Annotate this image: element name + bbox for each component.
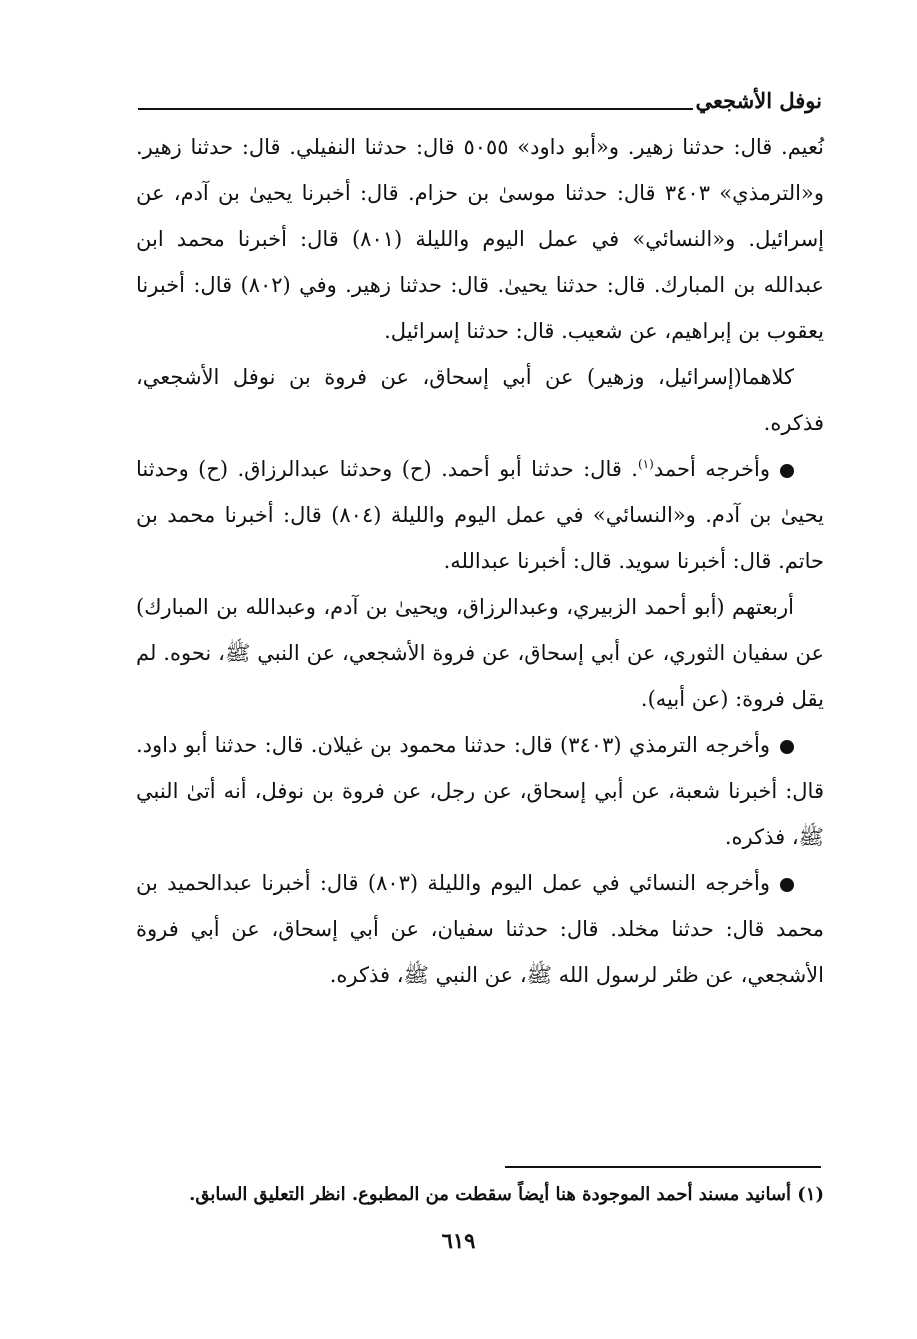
bullet-icon [780, 878, 794, 892]
paragraph-3-text-start: وأخرجه أحمد [653, 457, 770, 481]
paragraph-5 [136, 722, 824, 860]
header-title: نوفل الأشجعي [695, 88, 822, 113]
main-text [136, 124, 824, 998]
paragraph-2: كلاهما(إسرائيل، وزهير) عن أبي إسحاق، عن فروة بن نوفل الأشجعي، فذكره. [136, 365, 824, 435]
paragraph-5-text: وأخرجه الترمذي (٣٤٠٣) قال: حدثنا محمود بن غيلان. قال: حدثنا أبو داود. قال: أخبرنا شعبة، عن أبي إسحاق، عن رجل، عن فروة بن نوفل، أنه أتىٰ النبي ﷺ، فذكره. [136, 733, 824, 849]
paragraph-6 [136, 860, 824, 998]
page-number: ٦١٩ [441, 1228, 476, 1253]
footnote: (١) أسانيد مسند أحمد الموجودة هنا أيضاً سقطت من المطبوع. انظر التعليق السابق. [189, 1184, 824, 1205]
bullet-icon [780, 464, 794, 478]
paragraph-3 [136, 446, 824, 584]
paragraph-3-text-end: . قال: حدثنا أبو أحمد. (ح) وحدثنا عبدالرزاق. (ح) وحدثنا يحيىٰ بن آدم. و«النسائي» في عمل اليوم والليلة (٨٠٤) قال: أخبرنا محمد بن حاتم. قال: أخبرنا سويد. قال: أخبرنا عبدالله. [136, 457, 824, 573]
paragraph-1: نُعيم. قال: حدثنا زهير. و«أبو داود» ٥٠٥٥ قال: حدثنا النفيلي. قال: حدثنا زهير. و«الترمذي» ٣٤٠٣ قال: حدثنا موسىٰ بن حزام. قال: أخبرنا يحيىٰ بن آدم، عن إسرائيل. و«النسائي» في عمل اليوم والليلة (٨٠١) قال: أخبرنا محمد ابن عبدالله بن المبارك. قال: حدثنا يحيىٰ. قال: حدثنا زهير. وفي (٨٠٢) قال: أخبرنا يعقوب بن إبراهيم، عن شعيب. قال: حدثنا إسرائيل. [136, 135, 825, 343]
paragraph-6-text: وأخرجه النسائي في عمل اليوم والليلة (٨٠٣) قال: أخبرنا عبدالحميد بن محمد قال: حدثنا مخلد. قال: حدثنا سفيان، عن أبي إسحاق، عن أبي فروة الأشجعي، عن ظئر لرسول الله ﷺ، عن النبي ﷺ، فذكره. [136, 871, 824, 987]
footnote-separator [505, 1166, 821, 1168]
bullet-icon [780, 740, 794, 754]
footnote-reference: (١) [637, 457, 654, 471]
paragraph-4: أربعتهم (أبو أحمد الزبيري، وعبدالرزاق، ويحيىٰ بن آدم، وعبدالله بن المبارك) عن سفيان الثوري، عن أبي إسحاق، عن فروة الأشجعي، عن النبي ﷺ، نحوه. لم يقل فروة: (عن أبيه). [136, 595, 824, 711]
header-rule [138, 108, 693, 110]
running-header [138, 88, 822, 124]
